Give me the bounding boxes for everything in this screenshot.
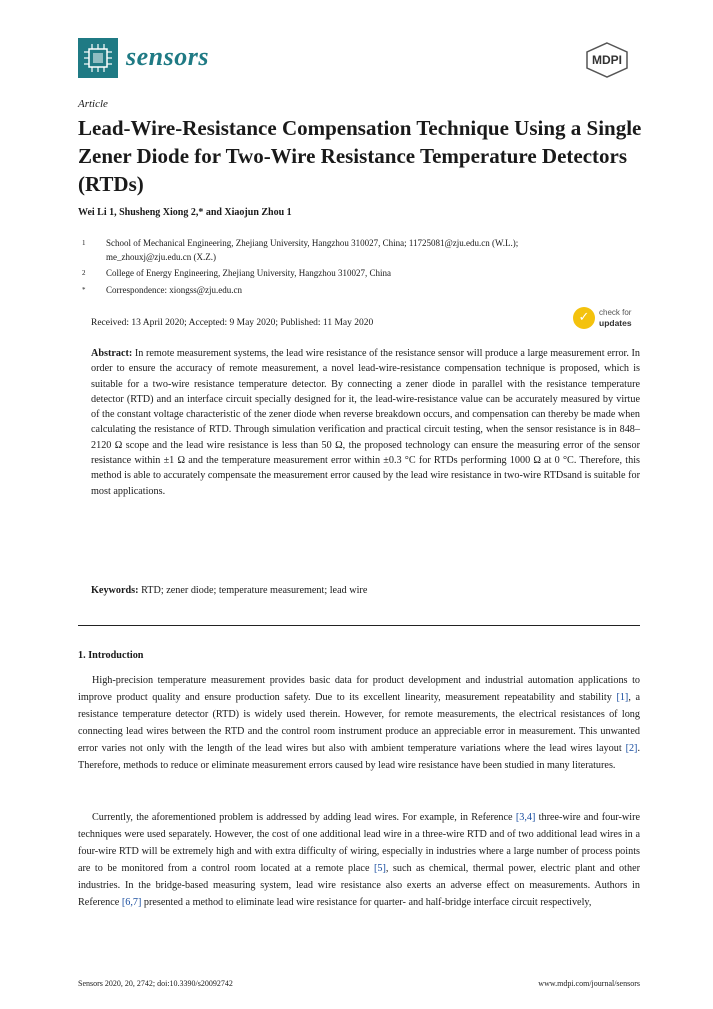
affiliation-marker: 2 <box>82 269 86 277</box>
check-updates-line2: updates <box>599 318 632 328</box>
keywords-label: Keywords: <box>91 585 139 596</box>
affiliation-marker: * <box>82 286 86 294</box>
author-list: Wei Li 1, Shusheng Xiong 2,* and Xiaojun Zhou 1 <box>78 207 292 218</box>
section-divider <box>78 625 640 626</box>
paragraph-1 <box>78 672 640 774</box>
section-heading: 1. Introduction <box>78 650 144 661</box>
publisher-name: MDPI <box>592 53 622 67</box>
paragraph-text: , such as chemical, thermal power, electric plant and other industries. In the bridge-based measuring system, lead wire resistance also exerts an adverse effect on measurements. Authors in Reference <box>78 863 640 908</box>
publisher-logo[interactable] <box>585 42 629 78</box>
paragraph-text: . Therefore, methods to reduce or eliminate measurement errors caused by lead wire resistance have been studied in many literatures. <box>78 743 640 771</box>
check-updates-icon: ✓ <box>573 307 595 329</box>
journal-logo <box>78 38 118 78</box>
keywords-text: RTD; zener diode; temperature measurement; lead wire <box>141 585 368 596</box>
affiliation-text: School of Mechanical Engineering, Zhejiang University, Hangzhou 310027, China; 11725081@zju.edu.cn (W.L.); me_zhouxj@zju.edu.cn (X.Z.) <box>106 238 519 262</box>
affiliation-marker: 1 <box>82 239 86 247</box>
correspondence <box>82 283 546 297</box>
chip-icon <box>78 38 118 78</box>
citation-link[interactable]: [2] <box>625 743 638 754</box>
check-updates-line1: check for <box>599 308 632 317</box>
publication-dates: Received: 13 April 2020; Accepted: 9 May 2020; Published: 11 May 2020 <box>91 318 374 328</box>
citation-link[interactable]: [3,4] <box>515 812 536 823</box>
citation-link[interactable]: [5] <box>373 863 386 874</box>
citation-link[interactable]: [1] <box>616 692 629 703</box>
affiliation-text: Correspondence: xiongss@zju.edu.cn <box>106 285 243 295</box>
paragraph-text: three-wire and four-wire techniques were used separately. However, the cost of one additional lead wire in a three-wire RTD and of two additional lead wires in a four-wire RTD will be extremely high and with extra difficulty of wiring, especially in industries where a large number of process points are to be monitored from a control room located at a remote place <box>78 812 640 874</box>
paragraph-text: presented a method to eliminate lead wire resistance for quarter- and half-bridge interface circuit respectively, <box>141 897 592 908</box>
affiliation-text: College of Energy Engineering, Zhejiang University, Hangzhou 310027, China <box>106 268 391 278</box>
affiliation-2 <box>82 266 546 280</box>
affiliation-1 <box>82 236 546 264</box>
check-updates-badge[interactable] <box>573 305 643 331</box>
article-type: Article <box>78 98 108 110</box>
footer-url[interactable]: www.mdpi.com/journal/sensors <box>538 979 640 988</box>
paragraph-text: Currently, the aforementioned problem is addressed by adding lead wires. For example, in Reference <box>92 812 516 823</box>
footer-citation: Sensors 2020, 20, 2742; doi:10.3390/s20092742 <box>78 979 233 988</box>
keywords <box>91 585 640 596</box>
citation-link[interactable]: [6,7] <box>121 897 142 908</box>
abstract-label: Abstract: <box>91 348 133 359</box>
paragraph-text: , a resistance temperature detector (RTD) is widely used therein. However, for remote measurements, the electrical resistances of long connecting lead wires between the RTD and the control room instrument produce an appreciable error in measurement. This unwanted error varies not only with the length of the lead wires but also with ambient temperature variations where the lead wires layout <box>78 692 640 754</box>
journal-name[interactable]: sensors <box>126 42 209 71</box>
paragraph-2 <box>78 809 640 911</box>
abstract <box>91 346 640 499</box>
paragraph-text: High-precision temperature measurement provides basic data for product development and industrial automation applications to improve product quality and ensure production safety. Due to its excellent linearity, measurement repeatability and stability <box>78 675 640 703</box>
paper-title: Lead-Wire-Resistance Compensation Technique Using a Single Zener Diode for Two-Wire Resistance Temperature Detectors (RTDs) <box>78 116 642 196</box>
abstract-text: In remote measurement systems, the lead wire resistance of the resistance sensor will produce a large measurement error. In order to ensure the accuracy of remote measurement, a novel lead-wire-resistance compensation technique is proposed, which is suitable for a two-wire resistance temperature detector. By connecting a zener diode in parallel with the resistance temperature detector (RTD) and an interface circuit specially designed for it, the lead-wire-resistance value can be accurately measured by virtue of the constant voltage characteristic of the zener diode when reverse breakdown occurs, and compensation can thereby be made when calculating the resistance of RTD. Through simulation verification and practical circuit testing, when the sensor resistance is in 848–2120 Ω scope and the lead wire resistance is less than 50 Ω, the proposed technology can ensure the measuring error of the sensor resistance within ±1 Ω and the temperature measurement error within ±0.3 °C for RTDs performing 1000 Ω at 0 °C. Therefore, this method is able to accurately compensate the measurement error caused by the lead wire resistance in two-wire RTDsand is suitable for most applications. <box>91 348 640 497</box>
